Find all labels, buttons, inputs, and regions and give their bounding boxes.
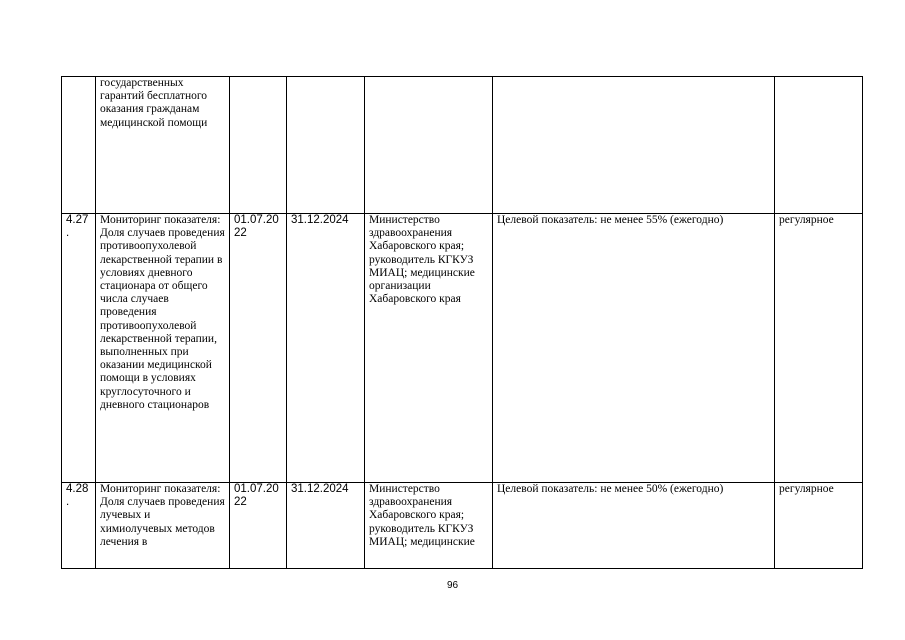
expected-result: Целевой показатель: не менее 55% (ежегодно) (493, 214, 775, 483)
table-row (62, 483, 863, 569)
table-row (62, 214, 863, 483)
row-number (62, 77, 96, 214)
end-date: 31.12.2024 (287, 483, 365, 569)
expected-result: Целевой показатель: не менее 50% (ежегодно) (493, 483, 775, 569)
plan-table (61, 76, 863, 569)
table-row (62, 77, 863, 214)
end-date (287, 77, 365, 214)
event-type (775, 77, 863, 214)
responsible (365, 77, 493, 214)
row-number: 4.27. (62, 214, 96, 483)
start-date (230, 77, 287, 214)
event-type: регулярное (775, 214, 863, 483)
event-name: Мониторинг показателя: Доля случаев проведения лучевых и химиолучевых методов лечения в (96, 483, 230, 569)
start-date: 01.07.2022 (230, 214, 287, 483)
event-name: Мониторинг показателя: Доля случаев проведения противоопухолевой лекарственной терапии в условиях дневного стационара от общего числа случаев проведения противоопухолевой лекарственной терапии, выполненных при оказании медицинской помощи в условиях круглосуточного и дневного стационаров (96, 214, 230, 483)
responsible: Министерство здравоохранения Хабаровского края; руководитель КГКУЗ МИАЦ; медицинские (365, 483, 493, 569)
event-type: регулярное (775, 483, 863, 569)
end-date: 31.12.2024 (287, 214, 365, 483)
event-name: государственных гарантий бесплатного оказания гражданам медицинской помощи (96, 77, 230, 214)
row-number: 4.28. (62, 483, 96, 569)
start-date: 01.07.2022 (230, 483, 287, 569)
page-number: 96 (446, 580, 459, 591)
responsible: Министерство здравоохранения Хабаровского края; руководитель КГКУЗ МИАЦ; медицинские организации Хабаровского края (365, 214, 493, 483)
expected-result (493, 77, 775, 214)
